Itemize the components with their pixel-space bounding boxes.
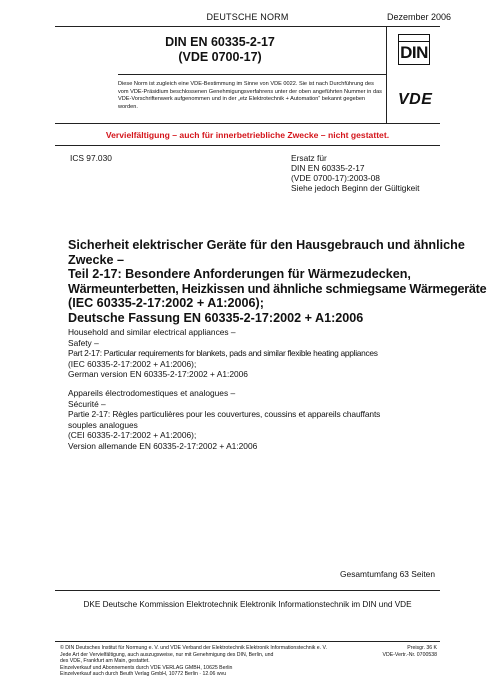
french-title-line: Partie 2-17: Règles particulières pour les couvertures, coussins et appareils chauffants xyxy=(68,409,381,420)
din-logo: DIN xyxy=(398,34,430,65)
norm-type-label: DEUTSCHE NORM xyxy=(206,12,289,22)
french-title-line: souples analogues xyxy=(68,419,138,430)
vde-logo: VDE xyxy=(398,91,433,108)
replacement-info xyxy=(291,153,420,193)
copyright-line: Einzelverkauf und Abonnements durch VDE VERLAG GMBH, 10625 Berlin xyxy=(60,664,233,671)
english-title-line: Safety – xyxy=(68,337,99,348)
replacement-line: (VDE 0700-17):2003-08 xyxy=(291,173,380,183)
german-title-line: Wärmeunterbetten, Heizkissen und ähnliche schmiegsame Wärmegeräte xyxy=(68,281,487,296)
total-pages: Gesamtumfang 63 Seiten xyxy=(340,569,435,579)
copyright-line: © DIN Deutsches Institut für Normung e. V. und VDE Verband der Elektrotechnik Elektronik Informationstechnik e. V. xyxy=(60,645,327,651)
german-title-line: Deutsche Fassung EN 60335-2-17:2002 + A1:2006 xyxy=(68,310,364,325)
german-title-line: Teil 2-17: Besondere Anforderungen für Wärmezudecken, xyxy=(68,267,411,282)
logo-column-divider xyxy=(386,27,387,123)
footer-rule xyxy=(55,641,440,642)
issue-date: Dezember 2006 xyxy=(386,12,451,22)
number-box-rule xyxy=(118,74,386,75)
french-title-line: Version allemande EN 60335-2-17:2002 + A1:2006 xyxy=(68,440,258,451)
copyright-line: des VDE, Frankfurt am Main, gestattet. xyxy=(60,658,150,664)
dke-rule xyxy=(55,590,440,591)
price-info xyxy=(383,645,438,659)
french-title-line: (CEI 60335-2-17:2002 + A1:2006); xyxy=(68,430,197,441)
german-title xyxy=(68,238,487,326)
french-title-line: Sécurité – xyxy=(68,398,106,409)
vde-classification-number: (VDE 0700-17) xyxy=(178,50,262,64)
ics-code: ICS 97.030 xyxy=(70,153,112,163)
german-title-line: Zwecke – xyxy=(68,252,125,267)
standard-number: DIN EN 60335-2-17 xyxy=(165,35,275,49)
french-title-line: Appareils électrodomestiques et analogues – xyxy=(68,388,236,398)
copyright-line: Jede Art der Vervielfältigung, auch auszugsweise, nur mit Genehmigung des DIN, Berlin, und xyxy=(60,651,274,658)
english-title xyxy=(68,327,448,380)
copyright-block xyxy=(60,645,327,678)
french-title xyxy=(68,388,448,452)
replacement-line: DIN EN 60335-2-17 xyxy=(291,163,365,173)
english-title-line: Household and similar electrical appliances – xyxy=(68,327,236,337)
dke-commission: DKE Deutsche Kommission Elektrotechnik Elektronik Informationstechnik im DIN und VDE xyxy=(83,600,412,609)
price-group: Preisgr. 36 K xyxy=(407,645,437,651)
german-title-line: Sicherheit elektrischer Geräte für den Hausgebrauch und ähnliche xyxy=(68,238,465,252)
replacement-line: Siehe jedoch Beginn der Gültigkeit xyxy=(291,183,420,193)
header-rule xyxy=(55,26,440,27)
logo-block-rule xyxy=(55,123,440,124)
reproduction-notice: Vervielfältigung – auch für innerbetriebliche Zwecke – nicht gestattet. xyxy=(105,130,390,140)
vde-regulation-note: Diese Norm ist zugleich eine VDE-Bestimmung im Sinne von VDE 0022. Sie ist nach Durchführung des vom VDE-Präsidium beschlossenen Genehmigungsverfahrens unter der oben angeführten Nummer in das VDE-Vorschriftenwerk aufgenommen und in der „etz Elektrotechnik + Automation“ bekannt gegeben worden. xyxy=(118,81,382,110)
german-title-line: (IEC 60335-2-17:2002 + A1:2006); xyxy=(68,296,264,311)
copyright-line: Einzelverkauf auch durch Beuth Verlag GmbH, 10772 Berlin · 12.06 wvu xyxy=(60,671,227,677)
replacement-line: Ersatz für xyxy=(291,153,327,163)
standard-number-block xyxy=(55,35,385,65)
notice-rule xyxy=(55,145,440,146)
english-title-line: German version EN 60335-2-17:2002 + A1:2006 xyxy=(68,369,248,380)
order-number: VDE-Vertr.-Nr. 0700538 xyxy=(382,652,437,658)
english-title-line: (IEC 60335-2-17:2002 + A1:2006); xyxy=(68,358,197,369)
english-title-line: Part 2-17: Particular requirements for blankets, pads and similar flexible heating appliances xyxy=(68,348,378,359)
